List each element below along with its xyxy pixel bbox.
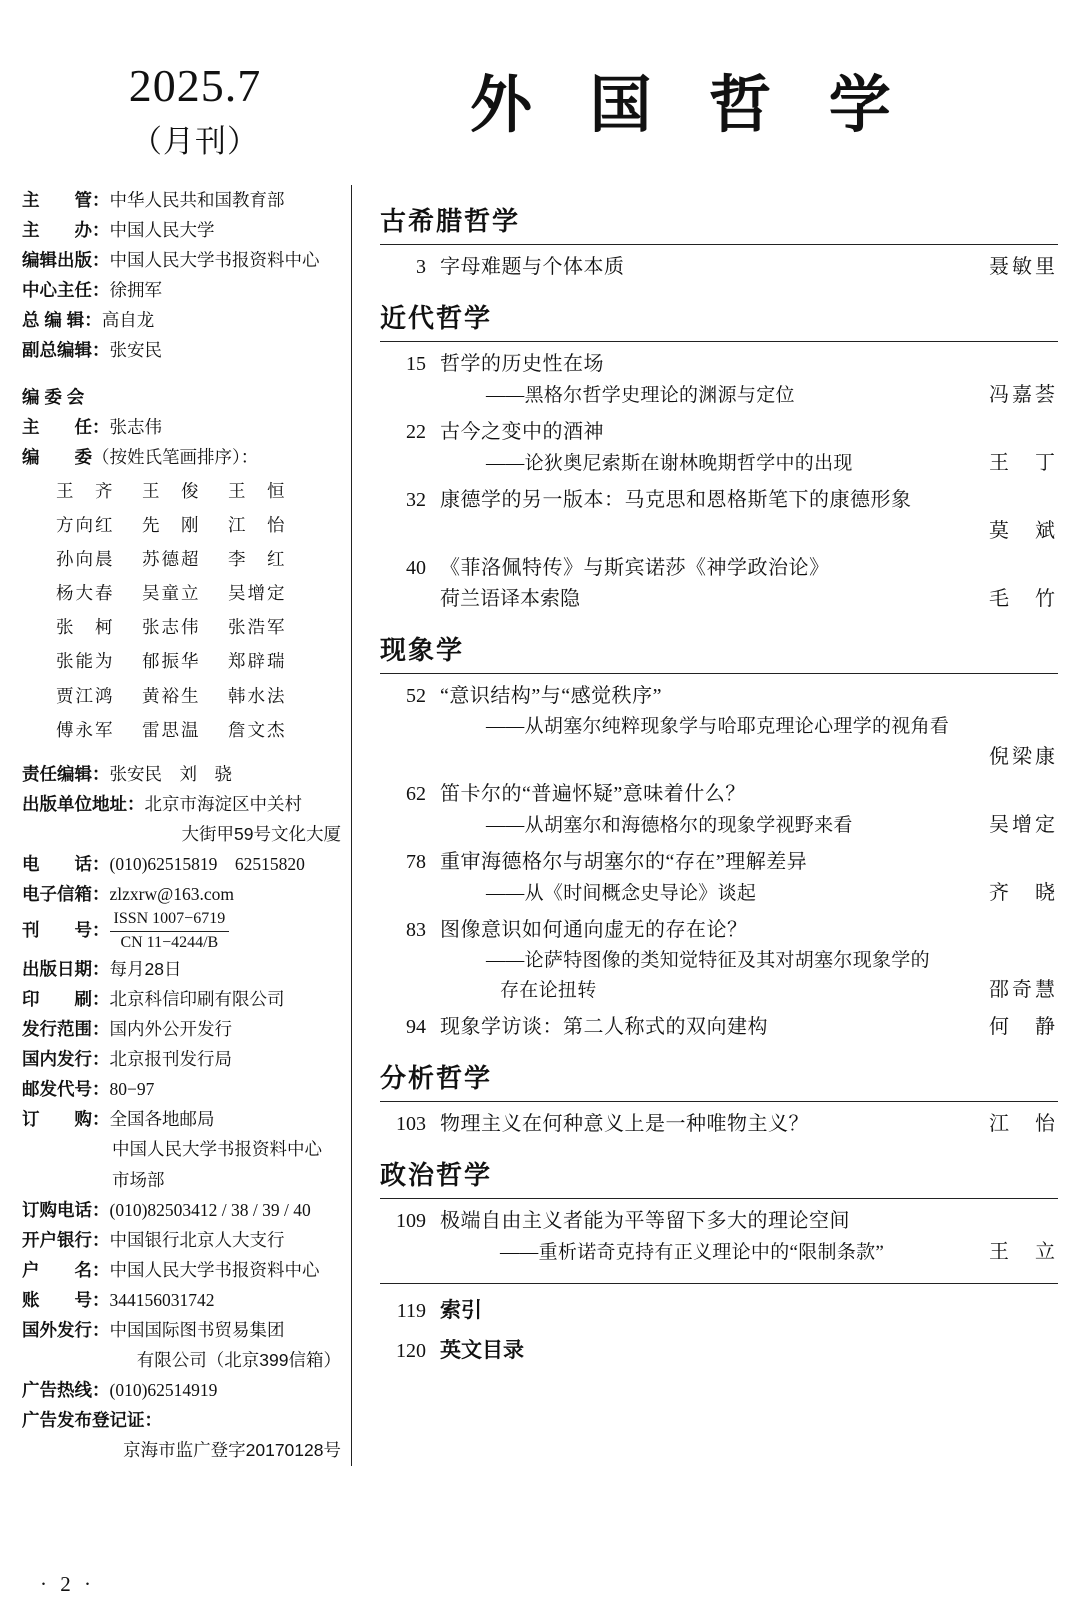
imprint-value-cont: 中国人民大学书报资料中心 [112, 1139, 322, 1160]
imprint-label: 广告热线： [22, 1380, 110, 1401]
imprint-row-postcode [22, 1074, 341, 1104]
toc-entry-author: 齐 晓 [989, 881, 1058, 904]
imprint-value: 中国银行北京人大支行 [109, 1229, 285, 1250]
imprint-value: 徐拥军 [109, 280, 162, 301]
imprint-label: 主 管： [22, 190, 110, 210]
imprint-value: 中国人民大学书报资料中心 [109, 250, 320, 271]
toc-entry-author: 吴增定 [989, 813, 1058, 836]
imprint-row-phone [22, 849, 341, 879]
issn-number: ISSN 1007−6719 [110, 909, 230, 932]
toc-entry[interactable] [380, 486, 1058, 546]
toc-entry-title: 康德学的另一版本：马克思和恩格斯笔下的康德形象 [440, 489, 912, 511]
toc-page-number: 120 [396, 1340, 426, 1363]
board-member: 韩水法 [228, 685, 287, 706]
footer-page-number: · 2 · [40, 1572, 95, 1596]
toc-page-number: 103 [396, 1113, 426, 1136]
imprint-row-subscription [22, 1104, 341, 1194]
toc-page-number: 40 [406, 557, 426, 579]
imprint-value: (010)62514919 [109, 1380, 218, 1401]
toc-entry-title: 物理主义在何种意义上是一种唯物主义？ [440, 1113, 809, 1136]
toc-entry-title: 索引 [440, 1298, 482, 1323]
imprint-row-editor [22, 759, 341, 789]
toc-entry-title: 《菲洛佩特传》与斯宾诺莎《神学政治论》 [440, 557, 830, 579]
imprint-label: 邮发代号： [22, 1079, 110, 1100]
board-member: 苏德超 [142, 549, 201, 570]
board-member: 傅永军 [56, 719, 115, 740]
toc-entry[interactable] [380, 418, 1058, 478]
board-member: 张志伟 [142, 617, 201, 638]
board-row [56, 474, 341, 508]
imprint-value-cont2: 市场部 [112, 1169, 165, 1190]
imprint-label: 发行范围： [22, 1019, 110, 1040]
imprint-label: 主 办： [22, 220, 110, 241]
section-rule [380, 244, 1058, 245]
imprint-value: 80−97 [109, 1079, 155, 1100]
toc-entry-author: 冯嘉荟 [989, 384, 1058, 406]
toc-entry[interactable] [380, 350, 1058, 410]
board-row [56, 542, 341, 576]
imprint-row-adhotline [22, 1375, 341, 1405]
toc-entry[interactable] [380, 916, 1058, 1006]
toc-entry-subtitle: ——论狄奥尼索斯在谢林晚期哲学中的出现 [486, 453, 853, 474]
board-row [56, 679, 341, 713]
toc-entry-title: 重审海德格尔与胡塞尔的“存在”理解差异 [440, 850, 808, 873]
toc-entry-title: 字母难题与个体本质 [440, 256, 625, 278]
imprint-label: 副总编辑： [22, 340, 110, 361]
toc-page-number: 32 [406, 489, 426, 511]
imprint-row [22, 185, 341, 215]
toc-entry-author: 聂敏里 [989, 256, 1058, 278]
toc-entry-subtitle: ——从胡塞尔纯粹现象学与哈耶克理论心理学的视角看 [486, 716, 950, 737]
toc-entry-author: 邵奇慧 [989, 979, 1058, 1002]
content-columns [0, 185, 1080, 1466]
imprint-row [22, 215, 341, 245]
toc-page-number: 15 [406, 353, 426, 375]
imprint-value: 张安民 刘 骁 [109, 763, 232, 784]
imprint-block-1 [22, 185, 341, 366]
imprint-value-cont: 京海市监广登字20170128号 [123, 1440, 341, 1461]
board-member: 贾江鸿 [56, 685, 115, 706]
imprint-row-pubdate [22, 954, 341, 984]
board-row [56, 713, 341, 747]
toc-entry[interactable] [380, 554, 1058, 614]
imprint-label: 电子信箱： [22, 884, 110, 905]
toc-section-title: 近代哲学 [380, 304, 493, 334]
board-row [56, 576, 341, 610]
imprint-row-subphone [22, 1195, 341, 1225]
imprint-label: 开户银行： [22, 1229, 110, 1250]
board-chair-name: 张志伟 [109, 416, 162, 437]
imprint-label: 出版单位地址： [22, 793, 145, 814]
imprint-row [22, 305, 341, 335]
board-member: 张能为 [56, 651, 115, 672]
toc-page-number: 52 [406, 685, 426, 707]
board-members-note: （按姓氏笔画排序）： [92, 446, 259, 467]
imprint-label: 订购电话： [22, 1199, 110, 1220]
imprint-label: 刊 号： [22, 920, 110, 941]
toc-page-number: 78 [406, 850, 426, 873]
imprint-row-issn [22, 909, 341, 954]
imprint-row [22, 335, 341, 365]
imprint-value: 高自龙 [101, 310, 155, 331]
imprint-label: 编辑出版： [22, 250, 110, 271]
board-member: 郁振华 [142, 651, 201, 672]
imprint-row [22, 275, 341, 305]
toc-page-number: 119 [396, 1300, 426, 1323]
toc-entry-author: 毛 竹 [989, 588, 1058, 610]
toc-entry-title: “意识结构”与“感觉秩序” [440, 685, 663, 707]
toc-page-number: 94 [406, 1016, 426, 1039]
imprint-label: 中心主任： [22, 280, 110, 301]
board-member: 先 刚 [142, 514, 201, 535]
board-member: 吴增定 [228, 583, 287, 604]
section-rule [380, 1101, 1058, 1102]
toc-entry-author: 倪梁康 [989, 745, 1058, 768]
imprint-row-printer [22, 984, 341, 1014]
toc-section-title: 分析哲学 [380, 1064, 493, 1095]
imprint-value: 国内外公开发行 [109, 1019, 232, 1040]
toc-entry[interactable] [380, 1110, 1058, 1139]
toc-entry-author: 王 立 [989, 1241, 1058, 1264]
imprint-row-address [22, 789, 341, 849]
toc-entry-title: 哲学的历史性在场 [440, 353, 604, 375]
imprint-row-scope [22, 1014, 341, 1044]
issue-date: 2025.7 [128, 60, 262, 111]
board-member: 王 齐 [56, 480, 115, 501]
section-rule [380, 1198, 1058, 1199]
issn-box [110, 909, 230, 954]
imprint-label: 国外发行： [22, 1320, 110, 1341]
imprint-label: 印 刷： [22, 989, 110, 1009]
journal-title: 外 国 哲 学 [470, 68, 909, 141]
imprint-value: 中国国际图书贸易集团 [109, 1320, 285, 1341]
imprint-value: 全国各地邮局 [109, 1109, 215, 1130]
board-chair-row [22, 412, 341, 442]
imprint-label: 总 编 辑： [22, 310, 102, 331]
section-rule [380, 673, 1058, 674]
imprint-row [22, 245, 341, 275]
toc-page-number: 83 [406, 918, 426, 941]
toc-entry[interactable] [380, 682, 1058, 772]
board-member: 江 怡 [228, 514, 287, 535]
imprint-value: 中华人民共和国教育部 [109, 190, 285, 210]
imprint-label: 广告发布登记证： [22, 1410, 162, 1431]
toc-entry-title: 图像意识如何通向虚无的存在论？ [440, 918, 748, 941]
imprint-row-accountname [22, 1255, 341, 1285]
imprint-value: 北京报刊发行局 [109, 1049, 232, 1070]
imprint-value: 北京科信印刷有限公司 [109, 989, 285, 1009]
board-member: 詹文杰 [228, 719, 287, 740]
section-rule [380, 341, 1058, 342]
toc-section-title: 政治哲学 [380, 1161, 493, 1192]
board-member: 杨大春 [56, 583, 115, 604]
issue-block [80, 62, 310, 161]
toc-entry-subtitle: ——从胡塞尔和海德格尔的现象学视野来看 [486, 814, 853, 836]
imprint-value: 中国人民大学书报资料中心 [109, 1259, 320, 1280]
board-chair-label: 主 任： [22, 416, 110, 437]
issue-frequency: （月刊） [131, 124, 259, 160]
board-member: 张浩军 [228, 617, 287, 638]
imprint-row-domestic [22, 1044, 341, 1074]
toc-entry-subtitle: ——从《时间概念史导论》谈起 [486, 882, 757, 904]
toc-entry-author: 何 静 [989, 1016, 1058, 1039]
imprint-value: 中国人民大学 [109, 220, 215, 241]
board-row [56, 508, 341, 542]
imprint-row-email [22, 879, 341, 909]
board-member: 孙向晨 [56, 549, 115, 570]
toc-section-title: 古希腊哲学 [380, 207, 521, 237]
imprint-row-adlicense [22, 1405, 341, 1465]
tail-rule [380, 1283, 1058, 1284]
imprint-label: 责任编辑： [22, 763, 110, 784]
toc-section-title: 现象学 [380, 636, 465, 666]
imprint-label: 订 购： [22, 1109, 110, 1130]
toc-tail-entry[interactable] [380, 1294, 1058, 1324]
toc-page-number: 62 [406, 782, 426, 805]
toc-column [352, 185, 1058, 1466]
toc-entry-title: 古今之变中的酒神 [440, 421, 604, 443]
toc-entry-title: 现象学访谈：第二人称式的双向建构 [440, 1016, 768, 1039]
imprint-value: (010)62515819 62515820 [109, 854, 305, 875]
imprint-row-overseas [22, 1315, 341, 1375]
board-member: 黄裕生 [142, 685, 201, 706]
imprint-value: 张安民 [109, 340, 162, 361]
board-member: 张 柯 [56, 617, 115, 638]
toc-page-number: 3 [416, 256, 426, 278]
imprint-value: zlzxrw@163.com [109, 884, 234, 905]
toc-entry-subtitle: ——黑格尔哲学史理论的渊源与定位 [486, 385, 795, 406]
board-member: 王 恒 [228, 480, 287, 501]
editorial-board [22, 382, 341, 747]
toc-tail-entry[interactable] [380, 1334, 1058, 1364]
toc-entry[interactable] [380, 1207, 1058, 1267]
imprint-value: 344156031742 [109, 1289, 215, 1310]
toc-entry-title: 极端自由主义者能为平等留下多大的理论空间 [440, 1210, 850, 1233]
board-members-label: 编 委 [22, 446, 92, 467]
board-member: 雷思温 [142, 719, 201, 740]
board-member-grid [56, 474, 341, 747]
toc-entry-title: 笛卡尔的“普遍怀疑”意味着什么？ [440, 782, 746, 805]
toc-entry-subtitle: ——论萨特图像的类知觉特征及其对胡塞尔现象学的 [486, 949, 930, 971]
imprint-label: 户 名： [22, 1259, 110, 1280]
cn-number: CN 11−4244/B [120, 934, 219, 952]
imprint-label: 出版日期： [22, 958, 110, 979]
toc-entry-author: 王 丁 [989, 452, 1058, 474]
board-members-row [22, 442, 341, 472]
imprint-label: 电 话： [22, 854, 110, 875]
toc-entry-author: 莫 斌 [989, 520, 1058, 542]
toc-page-number: 109 [396, 1210, 426, 1233]
imprint-value: 每月28日 [109, 958, 182, 979]
imprint-value-cont: 大街甲59号文化大厦 [181, 824, 341, 845]
imprint-block-2 [22, 759, 341, 1466]
toc-entry-title: 英文目录 [440, 1338, 524, 1363]
imprint-label: 账 号： [22, 1289, 110, 1310]
board-row [56, 644, 341, 678]
board-member: 吴童立 [142, 583, 201, 604]
imprint-value: (010)82503412 / 38 / 39 / 40 [109, 1199, 311, 1220]
toc-entry-title-cont: 荷兰语译本索隐 [440, 588, 580, 610]
toc-entry[interactable] [380, 1013, 1058, 1042]
imprint-column [22, 185, 352, 1466]
toc-page-number: 22 [406, 421, 426, 443]
board-title: 编 委 会 [22, 386, 85, 407]
imprint-row-bank [22, 1225, 341, 1255]
toc-entry-subtitle: ——重析诺奇克持有正义理论中的“限制条款” [500, 1242, 885, 1264]
toc-entry-author: 江 怡 [989, 1113, 1058, 1136]
toc-entry[interactable] [380, 780, 1058, 840]
imprint-row-accountno [22, 1285, 341, 1315]
imprint-value: 北京市海淀区中关村 [144, 793, 302, 814]
board-row [56, 610, 341, 644]
imprint-label: 国内发行： [22, 1049, 110, 1070]
board-member: 李 红 [228, 549, 287, 570]
toc-entry-subtitle-cont: 存在论扭转 [500, 980, 597, 1002]
imprint-value-cont: 有限公司（北京399信箱） [136, 1350, 341, 1371]
masthead [0, 0, 1080, 185]
toc-entry[interactable] [380, 848, 1058, 908]
toc-entry[interactable] [380, 253, 1058, 282]
board-member: 郑辟瑞 [228, 651, 287, 672]
board-member: 方向红 [56, 514, 115, 535]
board-member: 王 俊 [142, 480, 201, 501]
